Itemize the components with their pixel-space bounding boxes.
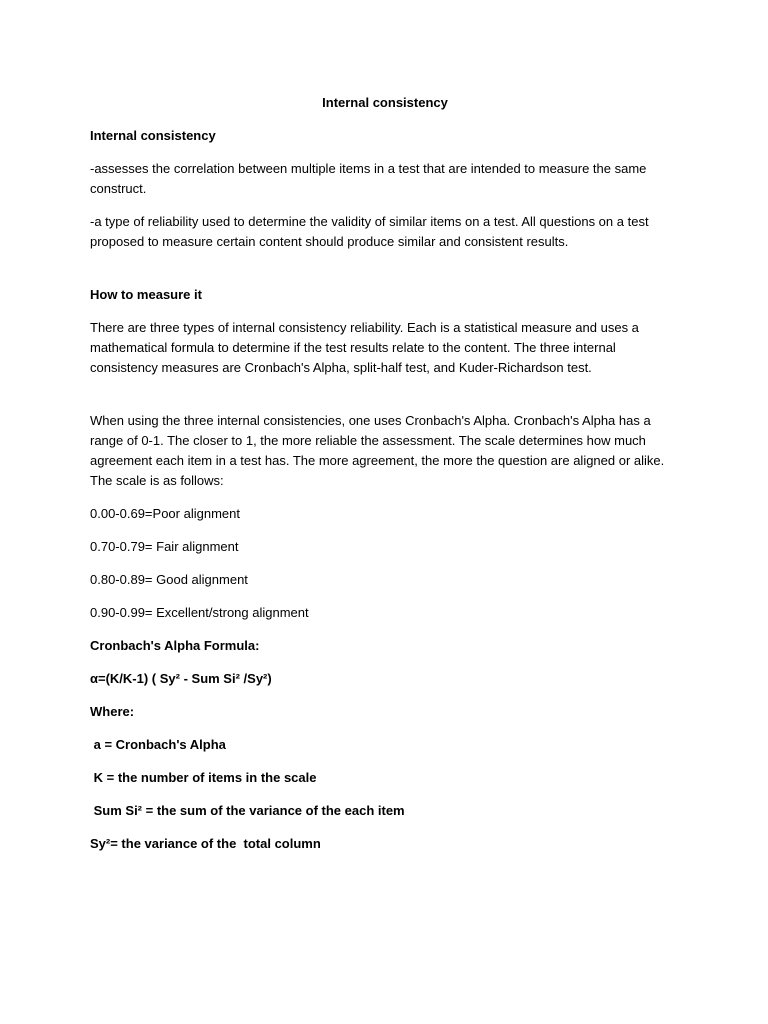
formula-heading: Cronbach's Alpha Formula: <box>90 638 260 653</box>
paragraph-definition-2: -a type of reliability used to determine the validity of similar items on a test. All questions on a test proposed to measure certain content should produce similar and consistent results. <box>90 214 649 249</box>
paragraph-definition-1: -assesses the correlation between multiple items in a test that are intended to measure the same construct. <box>90 161 647 196</box>
formula-expression: α=(K/K-1) ( Sy² - Sum Si² /Sy²) <box>90 671 272 686</box>
formula-where-label: Where: <box>90 704 135 719</box>
scale-item-excellent: 0.90-0.99= Excellent/strong alignment <box>90 605 309 620</box>
definition-k: K = the number of items in the scale <box>90 770 317 785</box>
document-title: Internal consistency <box>322 95 448 110</box>
scale-item-good: 0.80-0.89= Good alignment <box>90 572 248 587</box>
paragraph-measure-types: There are three types of internal consistency reliability. Each is a statistical measure and uses a mathematical formula to determine if the test results relate to the content. The three internal consistency measures are Cronbach's Alpha, split-half test, and Kuder-Richardson test. <box>90 320 639 375</box>
document-content <box>90 93 680 867</box>
definition-sy: Sy²= the variance of the total column <box>90 836 321 851</box>
definition-sum-si: Sum Si² = the sum of the variance of the each item <box>90 803 405 818</box>
scale-item-poor: 0.00-0.69=Poor alignment <box>90 506 240 521</box>
section-heading-internal-consistency: Internal consistency <box>90 128 216 143</box>
section-heading-how-to-measure: How to measure it <box>90 287 202 302</box>
paragraph-cronbach-alpha: When using the three internal consistencies, one uses Cronbach's Alpha. Cronbach's Alpha has a range of 0-1. The closer to 1, the more reliable the assessment. The scale determines how much agreement each item in a test has. The more agreement, the more the question are aligned or alike. The scale is as follows: <box>90 413 665 488</box>
scale-item-fair: 0.70-0.79= Fair alignment <box>90 539 239 554</box>
definition-alpha: a = Cronbach's Alpha <box>90 737 226 752</box>
